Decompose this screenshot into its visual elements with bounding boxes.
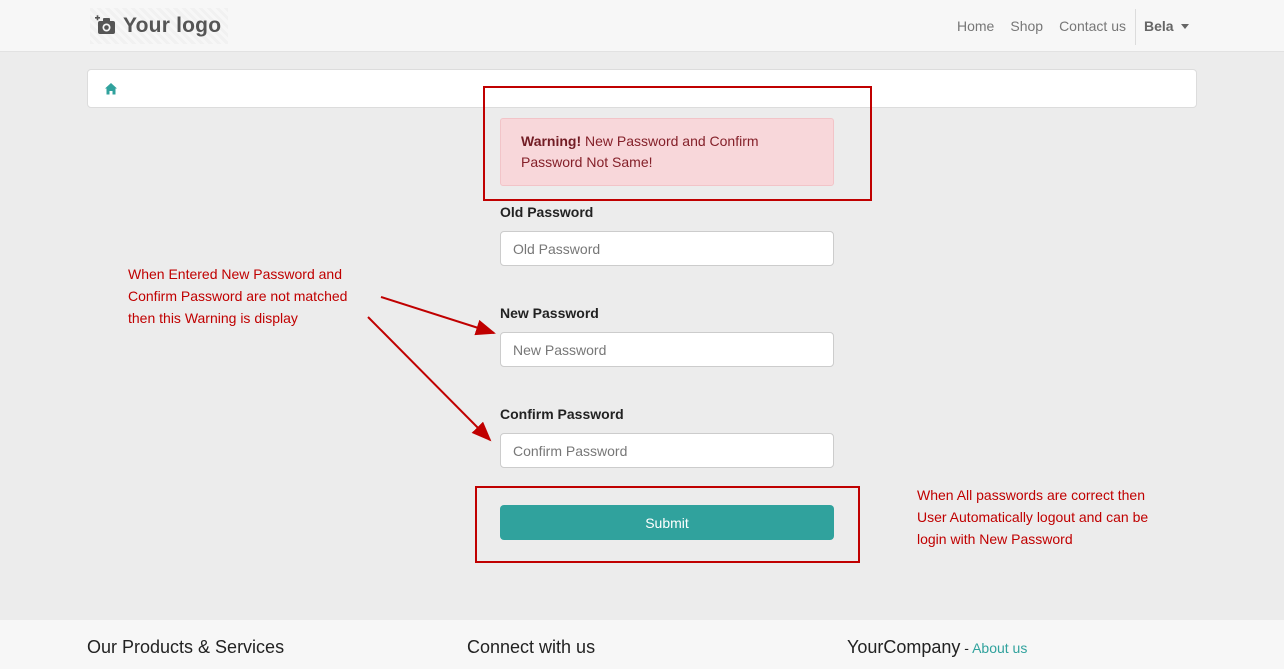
logo[interactable] [90, 8, 228, 44]
logo-text: Your logo [123, 14, 222, 37]
main-nav [957, 0, 1142, 52]
user-name: Bela [1144, 18, 1174, 34]
nav-shop[interactable]: Shop [1010, 18, 1044, 34]
nav-divider [1135, 9, 1136, 45]
footer-about-us-link[interactable]: About us [972, 640, 1028, 656]
confirm-password-input[interactable] [500, 433, 834, 468]
annotation-left [128, 263, 347, 329]
footer-company-name: YourCompany [847, 637, 961, 657]
nav-contact-us[interactable]: Contact us [1059, 18, 1126, 34]
arrow-to-new-password [381, 297, 494, 333]
nav-home[interactable]: Home [957, 18, 995, 34]
caret-down-icon [1181, 24, 1189, 29]
footer-connect-heading: Connect with us [467, 637, 596, 657]
annotation-box-warning [483, 86, 872, 201]
alert-line1: New Password and Confirm [581, 133, 759, 149]
old-password-label: Old Password [500, 204, 594, 220]
annotation-right-line: User Automatically logout and can be [917, 509, 1149, 525]
home-icon[interactable] [104, 82, 118, 96]
footer-products-heading: Our Products & Services [87, 637, 285, 657]
annotation-left-line: When Entered New Password and [128, 266, 342, 282]
alert-strong: Warning! [521, 133, 582, 149]
confirm-password-label: Confirm Password [500, 406, 624, 422]
annotation-right-line: login with New Password [917, 531, 1073, 547]
alert-line2: Password Not Same! [521, 154, 653, 170]
footer [0, 620, 1284, 669]
footer-company [847, 637, 1027, 658]
new-password-input[interactable] [500, 332, 834, 367]
annotation-right [917, 484, 1148, 550]
new-password-label: New Password [500, 305, 599, 321]
camera-icon [95, 14, 119, 38]
footer-separator: - [960, 640, 973, 656]
annotation-left-line: then this Warning is display [128, 310, 298, 326]
annotation-right-line: When All passwords are correct then [917, 487, 1145, 503]
arrow-to-confirm-password [368, 317, 490, 440]
annotation-box-submit [475, 486, 860, 563]
top-navbar [0, 0, 1284, 52]
submit-button[interactable]: Submit [500, 505, 834, 540]
annotation-left-line: Confirm Password are not matched [128, 288, 348, 304]
old-password-input[interactable] [500, 231, 834, 266]
user-menu[interactable] [1144, 18, 1189, 34]
